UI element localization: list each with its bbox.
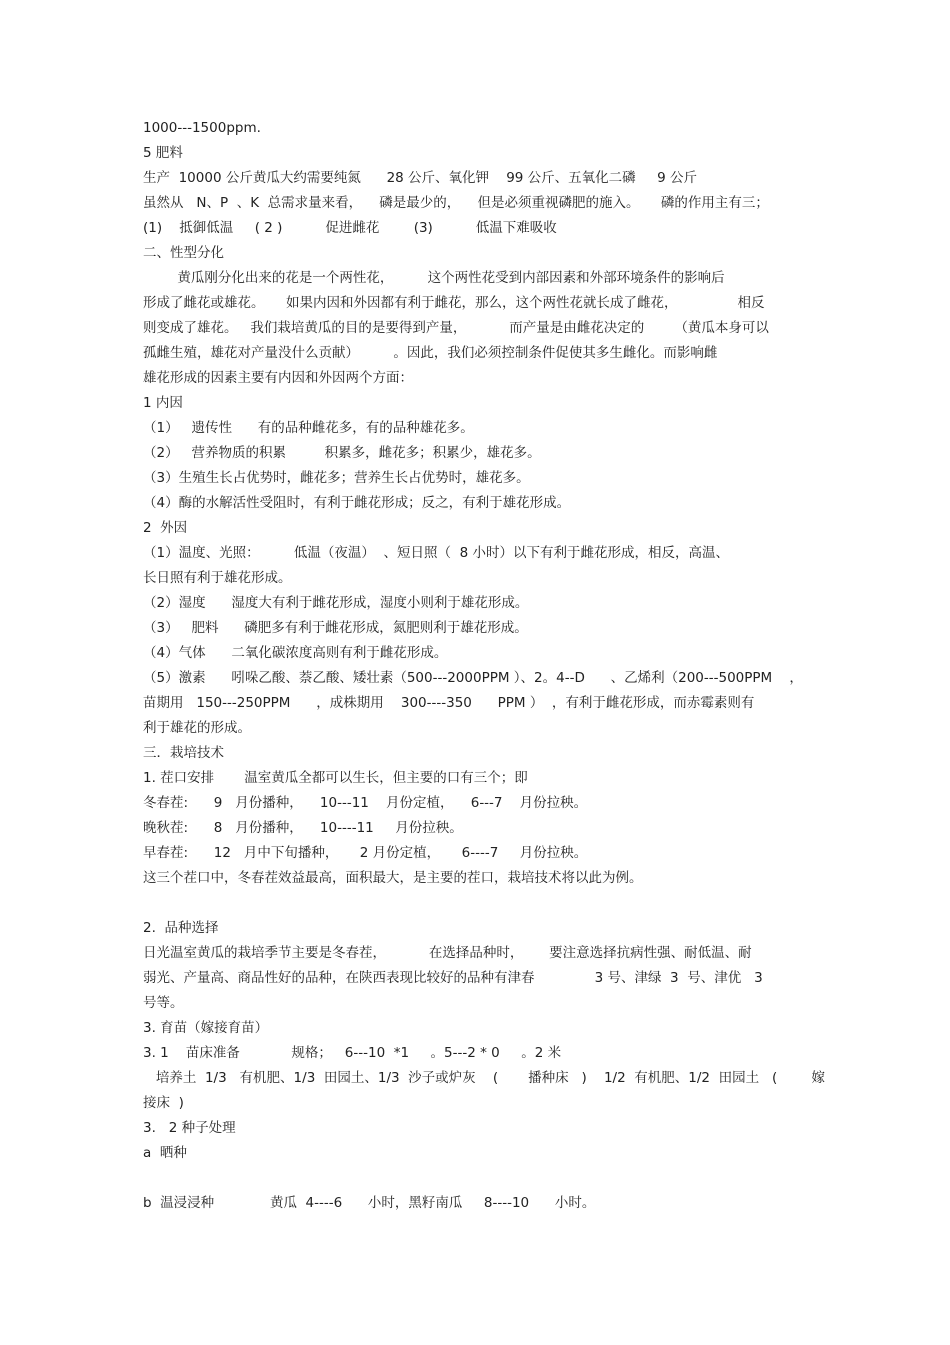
text-line: (1) 抵御低温 ( 2 ) 促进雌花 (3) 低温下难吸收 [143, 220, 557, 236]
text-line: 则变成了雄花。 我们栽培黄瓜的目的是要得到产量， 而产量是由雌花决定的 （黄瓜本身可以 [143, 320, 769, 336]
text-line: 早春茬: 12 月中下旬播种， 2 月份定植， 6----7 月份拉秧。 [143, 845, 588, 861]
text-line: 弱光、产量高、商品性好的品种，在陕西表现比较好的品种有津春 3 号、津绿 3 号、津优 3 [143, 970, 763, 986]
text-line: 3. 1 苗床准备 规格； 6---10 *1 。5---2 * 0 。2 米 [143, 1045, 562, 1061]
list-item: （2）湿度 湿度大有利于雌花形成，湿度小则利于雄花形成。 [143, 595, 529, 611]
text-line: 黄瓜刚分化出来的花是一个两性花， 这个两性花受到内部因素和外部环境条件的影响后 [143, 270, 725, 286]
text-line: 日光温室黄瓜的栽培季节主要是冬春茬， 在选择品种时， 要注意选择抗病性强、耐低温、耐 [143, 945, 752, 961]
text-line: 利于雄花的形成。 [143, 720, 251, 736]
text-line: 孤雌生殖，雄花对产量没什么贡献） 。因此，我们必须控制条件促使其多生雌化。而影响雌 [143, 345, 718, 361]
text-line: 长日照有利于雄花形成。 [143, 570, 292, 586]
text-line: 这三个茬口中，冬春茬效益最高，面积最大，是主要的茬口，栽培技术将以此为例。 [143, 870, 643, 886]
subheading-variety-selection: 2. 品种选择 [143, 920, 219, 936]
text-line: 苗期用 150---250PPM ，成株期用 300----350 PPM ） ，有利于雌花形成，而赤霉素则有 [143, 695, 755, 711]
section-heading-sex-differentiation: 二、性型分化 [143, 245, 224, 261]
section-heading-cultivation: 三．栽培技术 [143, 745, 224, 761]
list-item: （3） 肥料 磷肥多有利于雌花形成，氮肥则利于雄花形成。 [143, 620, 528, 636]
text-line: 生产 10000 公斤黄瓜大约需要纯氮 28 公斤、氧化钾 99 公斤、五氧化二磷 9 公斤 [143, 170, 698, 186]
text-line: 接床 ) [143, 1095, 184, 1111]
list-item: （1） 遗传性 有的品种雌花多，有的品种雄花多。 [143, 420, 474, 436]
list-item: （4）气体 二氧化碳浓度高则有利于雌花形成。 [143, 645, 448, 661]
list-item: （3）生殖生长占优势时，雌花多；营养生长占优势时，雄花多。 [143, 470, 530, 486]
subheading-seed-treatment: 3. 2 种子处理 [143, 1120, 236, 1136]
subheading-external-factors: 2 外因 [143, 520, 188, 536]
list-item: （5）激素 吲哚乙酸、萘乙酸、矮壮素（500---2000PPM ）、2。4--D 、乙烯利（200---500PPM ， [143, 670, 803, 686]
text-line: a 晒种 [143, 1145, 187, 1161]
subheading-seedling: 3. 育苗（嫁接育苗） [143, 1020, 269, 1036]
text-line: 雄花形成的因素主要有内因和外因两个方面： [143, 370, 413, 386]
text-line: 晚秋茬: 8 月份播种， 10----11 月份拉秧。 [143, 820, 463, 836]
text-line: 1000---1500ppm. [143, 120, 261, 136]
subheading-internal-factors: 1 内因 [143, 395, 183, 411]
text-line: b 温浸浸种 黄瓜 4----6 小时，黑籽南瓜 8----10 小时。 [143, 1195, 596, 1211]
text-line: 1. 茬口安排 温室黄瓜全都可以生长，但主要的口有三个；即 [143, 770, 528, 786]
text-line: 号等。 [143, 995, 184, 1011]
section-heading-fertilizer: 5 肥料 [143, 145, 183, 161]
text-line: 形成了雌花或雄花。 如果内因和外因都有利于雌花，那么，这个两性花就长成了雌花， 相反 [143, 295, 765, 311]
text-line: 虽然从 N、P 、K 总需求量来看， 磷是最少的， 但是必须重视磷肥的施入。 磷的作用主有三； [143, 195, 769, 211]
list-item: （1）温度、光照： 低温（夜温） 、短日照（ 8 小时）以下有利于雌花形成，相反，高温、 [143, 545, 729, 561]
text-line: 培养土 1/3 有机肥、1/3 田园土、1/3 沙子或炉灰 ( 播种床 ) 1/2 有机肥、1/2 田园土 ( 嫁 [143, 1070, 826, 1086]
list-item: （2） 营养物质的积累 积累多，雌花多；积累少，雄花多。 [143, 445, 541, 461]
text-line: 冬春茬: 9 月份播种， 10---11 月份定植， 6---7 月份拉秧。 [143, 795, 588, 811]
list-item: （4）酶的水解活性受阻时，有利于雌花形成；反之，有利于雄花形成。 [143, 495, 571, 511]
